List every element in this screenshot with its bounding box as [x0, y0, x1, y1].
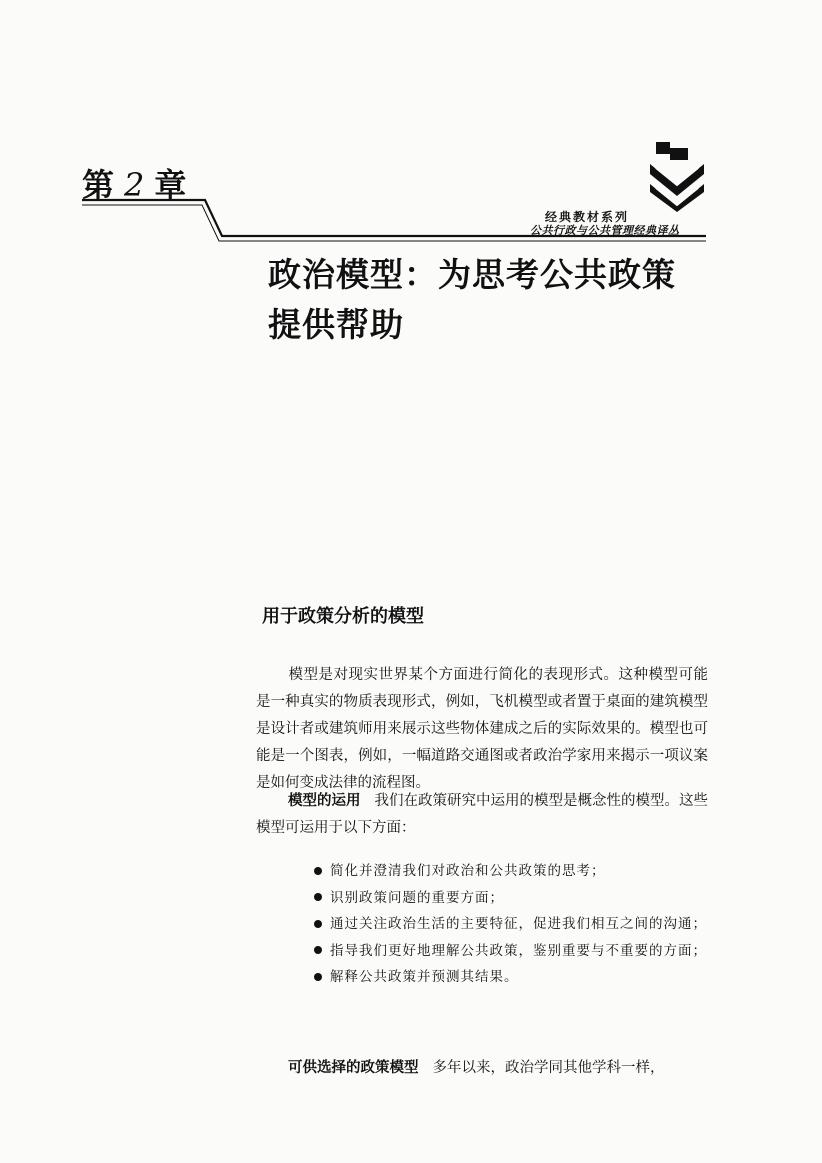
bullet-icon	[314, 893, 322, 901]
chapter-digit: 2	[124, 166, 149, 204]
list-item-text: 指导我们更好地理解公共政策，鉴别重要与不重要的方面；	[330, 942, 707, 959]
series-collection-name: 公共行政与公共管理经典译丛	[530, 224, 680, 237]
chapter-suffix: 章	[154, 166, 191, 204]
paragraph-3-lead: 可供选择的政策模型	[288, 1060, 419, 1076]
series-logo-icon	[648, 140, 706, 212]
list-item	[286, 885, 708, 912]
bullet-icon	[314, 867, 322, 875]
list-item-text: 识别政策问题的重要方面；	[330, 889, 504, 906]
paragraph-3	[256, 1055, 708, 1082]
list-item-text: 简化并澄清我们对政治和公共政策的思考；	[330, 863, 606, 879]
bullet-icon	[314, 973, 322, 981]
paragraph-1-text: 模型是对现实世界某个方面进行简化的表现形式。这种模型可能是一种真实的物质表现形式，例如，飞机模型或者置于桌面的建筑模型是设计者或建筑师用来展示这些物体建成之后的实际效果的。模型也可能是一个图表，例如，一幅道路交通图或者政治学家用来揭示一项议案是如何变成法律的流程图。	[256, 667, 708, 791]
paragraph-3-text: 多年以来，政治学同其他学科一样，	[432, 1060, 665, 1076]
list-item	[286, 911, 708, 938]
header-rule	[0, 0, 822, 260]
chapter-number	[82, 160, 190, 206]
paragraph-1	[256, 662, 708, 797]
chapter-title	[268, 250, 676, 350]
list-item-text: 通过关注政治生活的主要特征，促进我们相互之间的沟通；	[330, 916, 707, 932]
list-item	[286, 964, 708, 991]
series-name: 经典教材系列	[545, 210, 630, 224]
chapter-title-line-1: 政治模型：为思考公共政策	[268, 255, 676, 294]
chapter-prefix: 第	[82, 166, 119, 204]
bullet-icon	[314, 946, 322, 954]
list-item-text: 解释公共政策并预测其结果。	[330, 969, 519, 985]
chapter-title-line-2: 提供帮助	[268, 305, 404, 344]
paragraph-2-text: 我们在政策研究中运用的模型是概念性的模型。这些模型可运用于以下方面：	[256, 793, 708, 836]
section-heading: 用于政策分析的模型	[262, 606, 424, 627]
list-item	[286, 858, 708, 885]
bullet-icon	[314, 920, 322, 928]
bullet-list	[286, 858, 708, 991]
paragraph-2	[256, 788, 708, 842]
paragraph-2-lead: 模型的运用	[288, 793, 361, 809]
list-item	[286, 938, 708, 965]
